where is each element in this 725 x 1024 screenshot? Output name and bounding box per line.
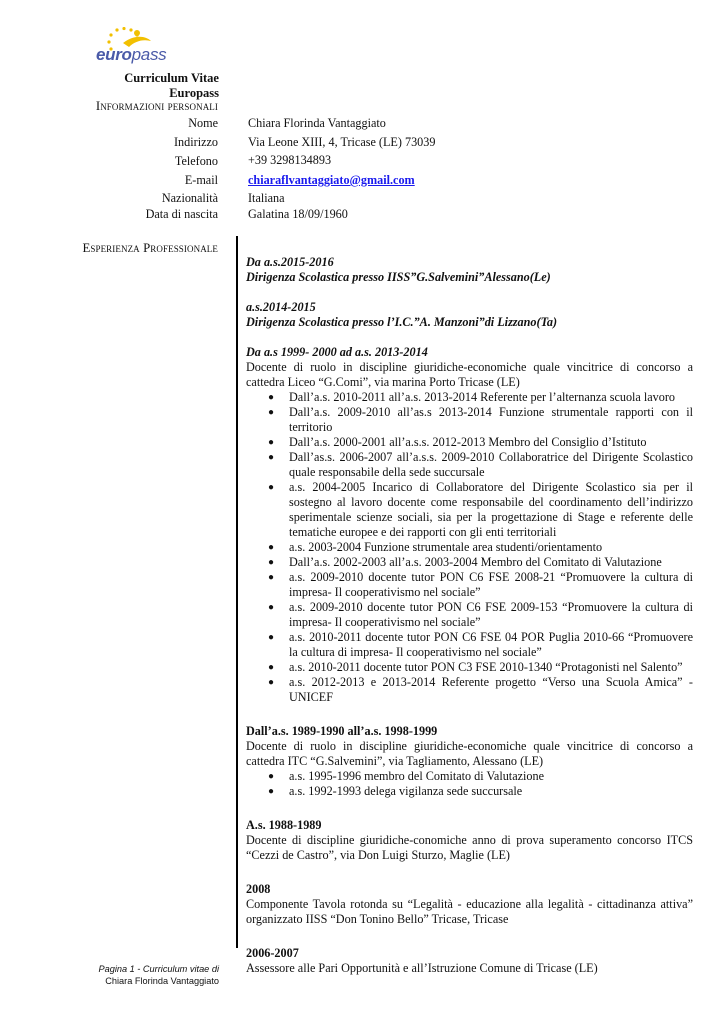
bullet-icon: ● [268, 677, 275, 688]
bullet-icon: ● [268, 482, 275, 493]
bullet-icon: ● [268, 632, 275, 643]
bullet-icon: ● [268, 572, 275, 583]
section-divider [236, 236, 238, 948]
bullet-icon: ● [268, 557, 275, 568]
cv-title: Curriculum Vitae Europass [124, 71, 219, 100]
entry-description: Componente Tavola rotonda su “Legalità - educazione alla legalità - cittadinanza attiva” organizzato IISS “Don Tonino Bello” Tricase, Tricase [246, 897, 693, 926]
experience-entry [246, 818, 693, 863]
entry-date: a.s.2014-2015 [246, 300, 316, 314]
experience-list [246, 255, 693, 991]
list-item: ● Dall’a.s. 2000-2001 all’a.s.s. 2012-2013 Membro del Consiglio d’Istituto [268, 435, 647, 449]
experience-entry [246, 882, 693, 927]
list-item: ● a.s. 2010-2011 docente tutor PON C3 FSE 2010-1340 “Protagonisti nel Salento” [268, 660, 683, 674]
entry-role: Dirigenza Scolastica presso IISS”G.Salvemini”Alessano(Le) [246, 270, 551, 284]
list-item: ● Dall’as.s. 2006-2007 all’a.s.s. 2009-2010 Collaboratrice del Dirigente Scolastico quale responsabile della sede succursale [268, 450, 693, 479]
experience-entry [246, 345, 693, 705]
experience-entry [246, 300, 693, 330]
entry-description: Docente di ruolo in discipline giuridiche-economiche quale vincitrice di concorso a cattedra Liceo “G.Comi”, via marina Porto Tricase (LE) [246, 360, 693, 389]
entry-date: 2008 [246, 882, 271, 896]
entry-description: Docente di discipline giuridiche-conomiche anno di prova superamento concorso ITCS “Cezzi de Castro”, via Don Luigi Sturzo, Maglie (LE) [246, 833, 693, 862]
phone-label: Telefono [174, 154, 218, 168]
bullet-icon: ● [268, 662, 275, 673]
page-footer [95, 963, 219, 987]
phone-value: +39 3298134893 [248, 153, 332, 167]
list-item: ● Dall’a.s. 2009-2010 all’as.s 2013-2014 Funzione strumentale rapporti con il territorio [268, 405, 693, 434]
entry-date: Da a.s 1999- 2000 ad a.s. 2013-2014 [246, 345, 428, 359]
list-item: ● a.s. 2009-2010 docente tutor PON C6 FSE 2008-21 “Promuovere la cultura di impresa- Il cooperativismo nel sociale” [268, 570, 693, 599]
list-item: ● a.s. 1995-1996 membro del Comitato di Valutazione [268, 769, 544, 783]
bullet-icon: ● [268, 392, 275, 403]
personal-info-heading: Informazioni personali [95, 99, 218, 113]
entry-description: Assessore alle Pari Opportunità e all’Istruzione Comune di Tricase (LE) [246, 961, 598, 975]
address-value: Via Leone XIII, 4, Tricase (LE) 73039 [248, 135, 436, 149]
birth-label: Data di nascita [145, 207, 218, 221]
footer-name: Chiara Florinda Vantaggiato [105, 976, 219, 986]
list-item: ● a.s. 2010-2011 docente tutor PON C6 FSE 04 POR Puglia 2010-66 “Promuovere la cultura di impresa- Il cooperativismo nel sociale” [268, 630, 693, 659]
footer-page-label: Pagina 1 - Curriculum vitae di [98, 964, 219, 974]
experience-heading: Esperienza Professionale [82, 241, 218, 255]
entry-bullets [246, 390, 693, 705]
nationality-value: Italiana [248, 191, 285, 205]
email-label: E-mail [184, 173, 218, 187]
list-item: ● a.s. 1992-1993 delega vigilanza sede succursale [268, 784, 523, 798]
list-item: ● a.s. 2004-2005 Incarico di Collaboratore del Dirigente Scolastico sia per il sostegno al lavoro docente come responsabile del coordinamento dell’indirizzo sperimentale scienze sociali, sia per la progettazione di Stage e referente delle tematiche europee e dei rapporti con gli enti territoriali [268, 480, 693, 539]
logo-wordmark: europass [96, 45, 167, 64]
list-item: ● a.s. 2012-2013 e 2013-2014 Referente progetto “Verso una Scuola Amica” - UNICEF [268, 675, 693, 704]
entry-date: Dall’a.s. 1989-1990 all’a.s. 1998-1999 [246, 724, 438, 738]
name-label: Nome [188, 116, 218, 130]
nationality-label: Nazionalità [161, 191, 218, 205]
bullet-icon: ● [268, 437, 275, 448]
experience-entry [246, 946, 693, 976]
list-item: ● Dall’a.s. 2010-2011 all’a.s. 2013-2014 Referente per l’alternanza scuola lavoro [268, 390, 676, 404]
list-item: ● Dall’a.s. 2002-2003 all’a.s. 2003-2004 Membro del Comitato di Valutazione [268, 555, 662, 569]
birth-value: Galatina 18/09/1960 [248, 207, 348, 221]
entry-date: 2006-2007 [246, 946, 299, 960]
bullet-icon: ● [268, 602, 275, 613]
bullet-icon: ● [268, 786, 275, 797]
email-link[interactable]: chiaraflvantaggiato@gmail.com [248, 173, 415, 187]
entry-bullets [246, 769, 693, 799]
name-value: Chiara Florinda Vantaggiato [248, 116, 386, 130]
bullet-icon: ● [268, 407, 275, 418]
entry-role: Dirigenza Scolastica presso l’I.C.”A. Manzoni”di Lizzano(Ta) [246, 315, 558, 329]
bullet-icon: ● [268, 542, 275, 553]
entry-date: Da a.s.2015-2016 [246, 255, 334, 269]
experience-entry [246, 255, 693, 285]
list-item: ● a.s. 2003-2004 Funzione strumentale area studenti/orientamento [268, 540, 603, 554]
experience-entry [246, 724, 693, 799]
address-label: Indirizzo [174, 135, 218, 149]
entry-description: Docente di ruolo in discipline giuridiche-economiche quale vincitrice di concorso a cattedra ITC “G.Salvemini”, via Tagliamento, Alessano (LE) [246, 739, 693, 768]
list-item: ● a.s. 2009-2010 docente tutor PON C6 FSE 2009-153 “Promuovere la cultura di impresa- Il cooperativismo nel sociale” [268, 600, 693, 629]
bullet-icon: ● [268, 771, 275, 782]
bullet-icon: ● [268, 452, 275, 463]
entry-date: A.s. 1988-1989 [246, 818, 322, 832]
